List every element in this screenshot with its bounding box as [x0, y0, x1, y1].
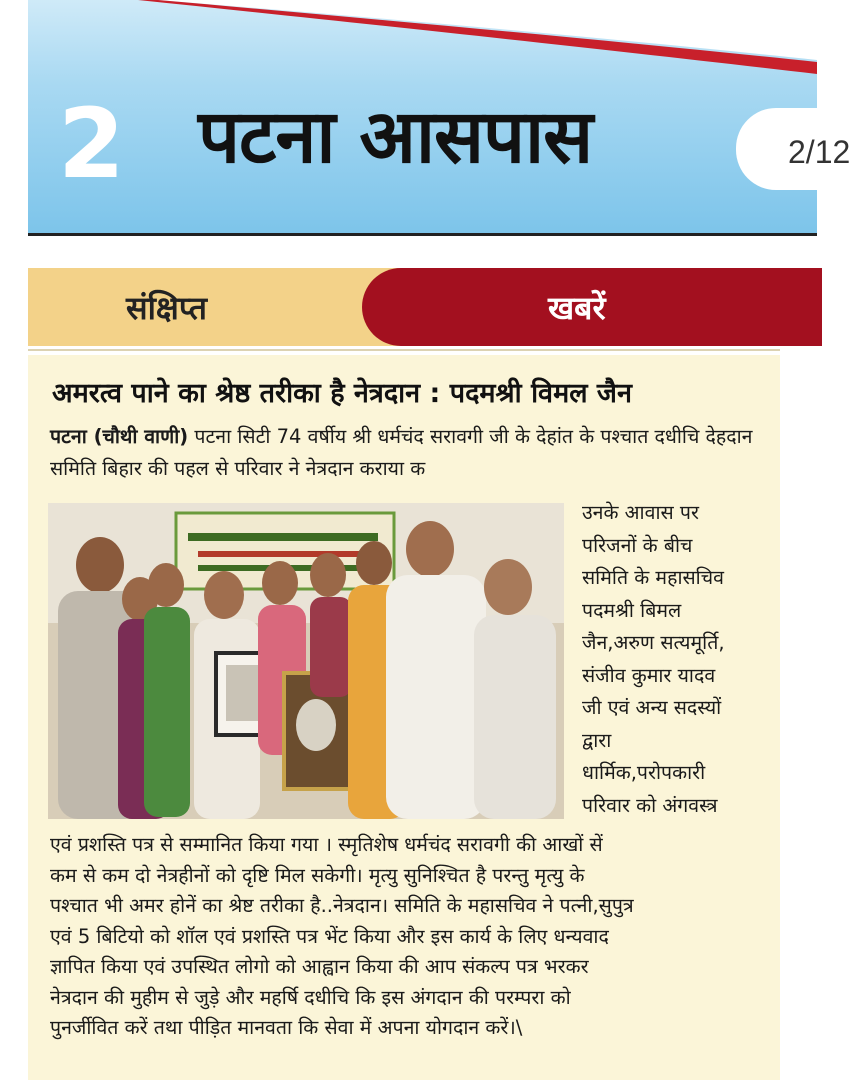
article-dateline: पटना (चौथी वाणी)	[50, 425, 189, 448]
article-side-text	[582, 497, 772, 822]
briefs-band	[28, 268, 780, 346]
side-line: जी एवं अन्य सदस्यों	[582, 696, 722, 719]
masthead-rule	[28, 233, 817, 236]
body-line: कम से कम दो नेत्रहीनों को दृष्टि मिल सकेगी। मृत्यु सुनिश्चित है परन्तु मृत्यु के	[50, 863, 585, 887]
side-line: धार्मिक,परोपकारी	[582, 761, 706, 784]
article	[28, 355, 780, 1080]
side-line: द्वारा	[582, 728, 612, 752]
side-line: जैन,अरुण सत्यमूर्ति,	[582, 631, 725, 654]
band-divider	[28, 349, 780, 351]
side-line: उनके आवास पर	[582, 501, 699, 524]
body-line: पश्चात भी अमर होनें का श्रेष्ट तरीका है..नेत्रदान। समिति के महासचिव ने पत्नी,सुपुत्र	[50, 894, 634, 917]
page-number: 2	[58, 88, 125, 200]
masthead	[28, 0, 851, 236]
side-line: समिति के महासचिव	[582, 566, 724, 589]
body-line: नेत्रदान की मुहीम से जुड़े और महर्षि दधीचि कि इस अंगदान की परम्परा को	[50, 985, 571, 1009]
band-left-label: संक्षिप्त	[126, 289, 207, 327]
band-right-label: खबरें	[548, 289, 606, 327]
body-line: ज्ञापित किया एवं उपस्थित लोगो को आह्वान किया की आप संकल्प पत्र भरकर	[50, 955, 589, 978]
page-date: 2/12	[788, 134, 851, 170]
side-line: परिवार को अंगवस्त्र	[582, 793, 718, 817]
body-line: एवं 5 बिटियो को शॉल एवं प्रशस्ति पत्र भेंट किया और इस कार्य के लिए धन्यवाद	[50, 924, 609, 948]
photo-illustration	[48, 503, 564, 819]
section-title: पटना आसपास	[198, 94, 593, 180]
side-line: परिजनों के बीच	[582, 533, 693, 557]
article-photo	[48, 503, 564, 819]
article-lead-text: पटना सिटी 74 वर्षीय श्री धर्मचंद सरावगी जी के देहांत के पश्चात दधीचि देहदान समिति बिहार की पहल से परिवार ने नेत्रदान कराया क	[50, 425, 753, 480]
article-lead	[50, 421, 776, 485]
article-headline: अमरत्व पाने का श्रेष्ठ तरीका है नेत्रदान : पदमश्री विमल जैन	[52, 378, 632, 409]
side-line: संजीव कुमार यादव	[582, 663, 716, 687]
side-line: पदमश्री बिमल	[582, 598, 682, 622]
body-line: पुनर्जीवित करें तथा पीड़ित मानवता कि सेवा में अपना योगदान करें।\	[50, 1016, 523, 1039]
article-body	[50, 830, 776, 1044]
body-line: एवं प्रशस्ति पत्र से सम्मानित किया गया । स्मृतिशेष धर्मचंद सरावगी की आखों सें	[50, 833, 603, 856]
